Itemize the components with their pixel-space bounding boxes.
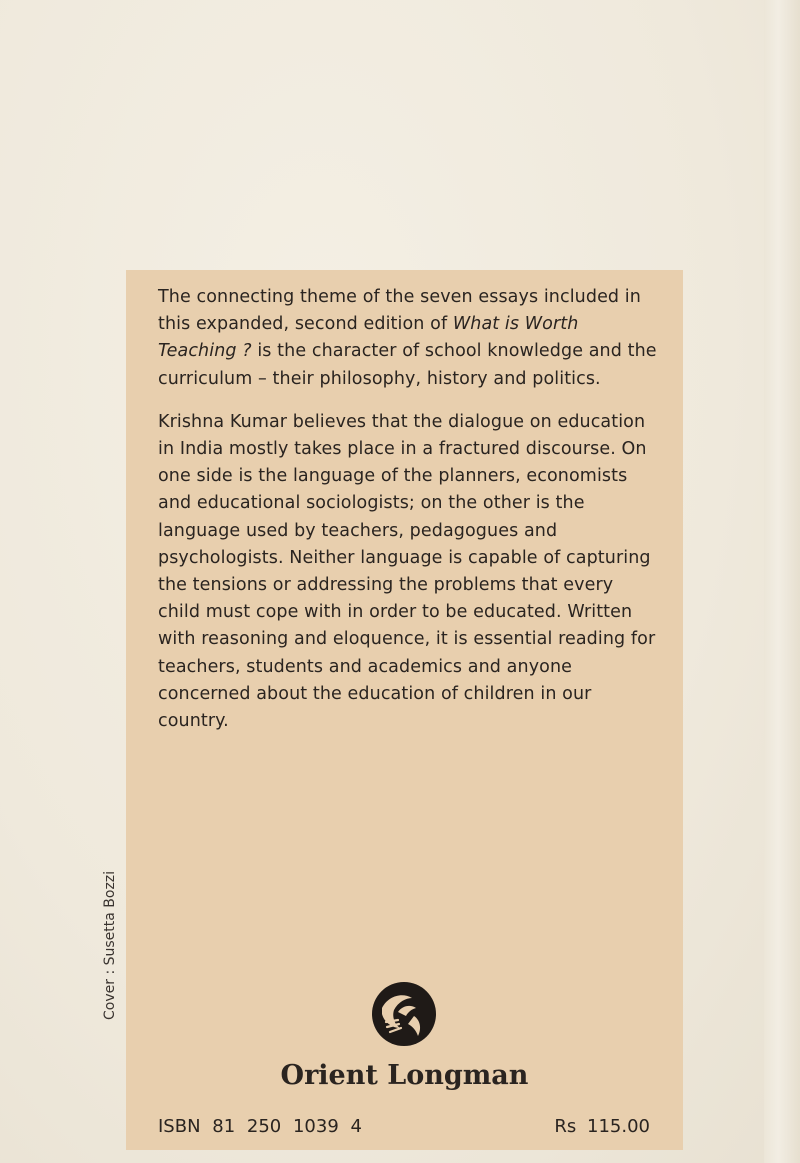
- publisher-name: Orient Longman: [280, 1060, 529, 1091]
- blurb-paragraph-2: Krishna Kumar believes that the dialogue on education in India mostly takes place in a fractured discourse. On one side is the language of the planners, economists and educational sociologists; on the other is the language used by teachers, pedagogues and psychologists. Neither language is capable of capturing the tensions or addressing the problems that every child must cope with in order to be educated. Written with reasoning and eloquence, it is essential reading for teachers, students and academics and anyone concerned about the education of children in our country.: [158, 411, 656, 732]
- cover-edge: [764, 0, 800, 1163]
- blurb-paragraph-1: [158, 284, 658, 393]
- blurb-text: [158, 284, 658, 751]
- isbn-number: ISBN 81 250 1039 4: [158, 1116, 362, 1137]
- blurb-p1-rest: is the character of school knowledge and the curriculum – their philosophy, history and politics.: [158, 341, 657, 389]
- cover-credit: Cover : Susetta Bozzi: [102, 870, 118, 1020]
- book-title: What is Worth Teaching ?: [158, 314, 579, 362]
- orient-longman-logo-icon: [368, 978, 440, 1050]
- price-label: Rs 115.00: [554, 1116, 650, 1137]
- blurb-p1-intro: The connecting theme of the seven essays included in this expanded, second edition of: [158, 287, 641, 335]
